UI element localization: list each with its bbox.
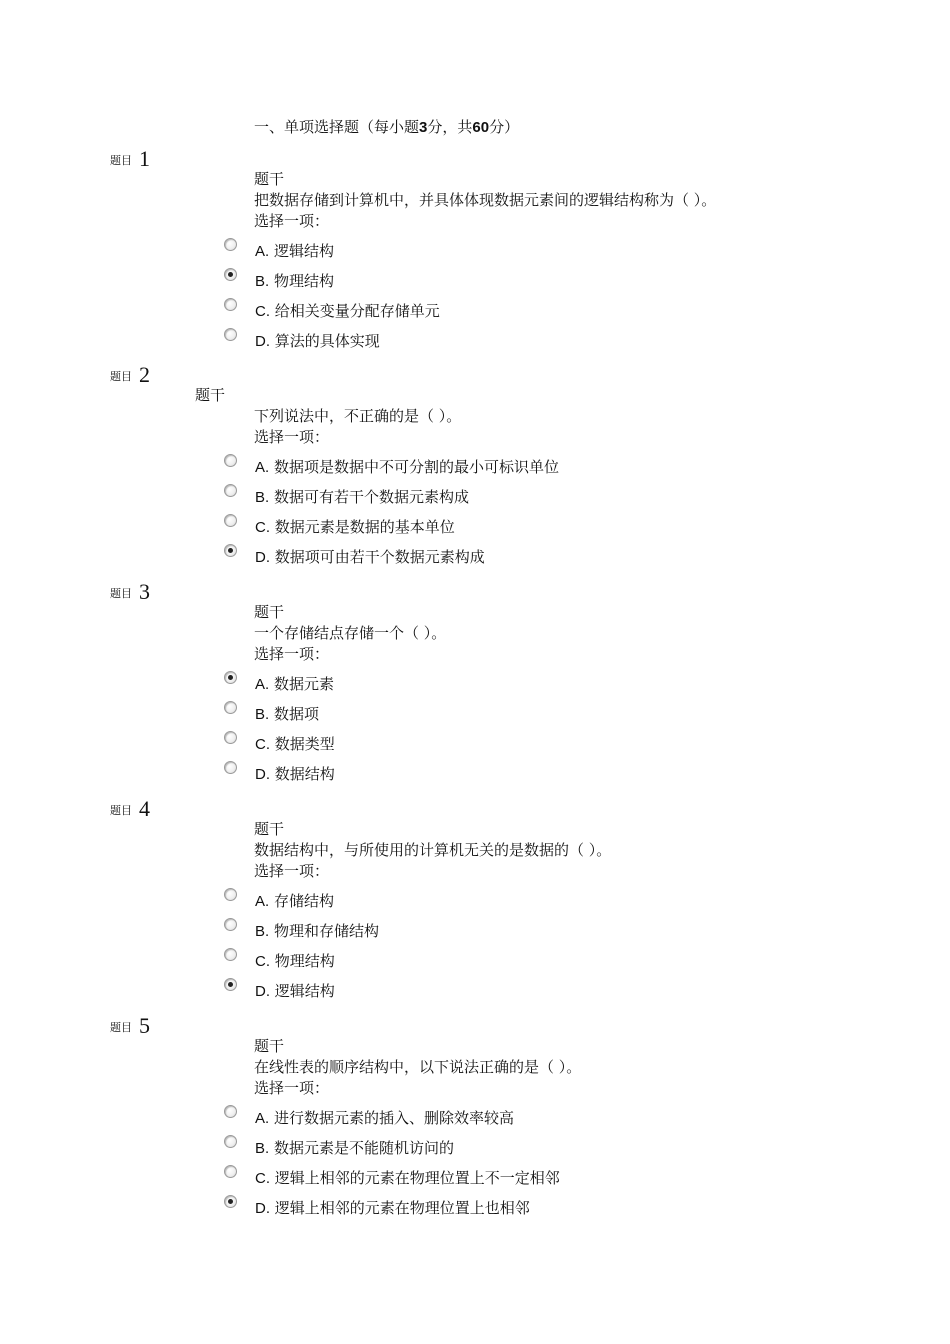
section-title-suffix: 分） xyxy=(489,118,520,136)
option-text xyxy=(255,673,334,694)
option-text xyxy=(255,763,335,784)
option-label: 算法的具体实现 xyxy=(274,332,380,350)
option-letter: C. xyxy=(255,736,270,753)
choose-one-prompt: 选择一项： xyxy=(254,1079,330,1097)
option-a[interactable] xyxy=(224,238,644,264)
radio-button[interactable] xyxy=(224,298,237,311)
option-letter: B. xyxy=(255,923,270,940)
option-text xyxy=(255,733,335,754)
section-title-prefix: 一、单项选择题（每小题 xyxy=(254,118,420,136)
question-stem: 一个存储结点存储一个（ ）。 xyxy=(254,624,447,642)
question-stem: 下列说法中，不正确的是（ ）。 xyxy=(254,407,462,425)
stem-label: 题干 xyxy=(254,1037,285,1055)
question-number: 5 xyxy=(139,1013,150,1038)
option-d[interactable] xyxy=(224,328,644,354)
option-d[interactable] xyxy=(224,544,644,570)
total-score: 60 xyxy=(472,119,490,136)
radio-button[interactable] xyxy=(224,1105,237,1118)
option-label: 物理和存储结构 xyxy=(273,922,379,940)
option-label: 数据元素是不能随机访问的 xyxy=(273,1139,454,1157)
option-letter: D. xyxy=(255,766,270,783)
option-text xyxy=(255,1107,514,1128)
question-number: 1 xyxy=(139,146,150,171)
radio-button[interactable] xyxy=(224,701,237,714)
option-text xyxy=(255,300,440,321)
radio-button[interactable] xyxy=(224,918,237,931)
option-letter: B. xyxy=(255,706,270,723)
option-text xyxy=(255,516,455,537)
radio-button[interactable] xyxy=(224,514,237,527)
option-label: 给相关变量分配存储单元 xyxy=(274,302,440,320)
question-label-text: 题目 xyxy=(110,154,132,167)
option-b[interactable] xyxy=(224,701,644,727)
option-b[interactable] xyxy=(224,484,644,510)
choose-one-prompt: 选择一项： xyxy=(254,645,330,663)
option-label: 进行数据元素的插入、删除效率较高 xyxy=(273,1109,514,1127)
question-label-text: 题目 xyxy=(110,1021,132,1034)
choose-one-prompt: 选择一项： xyxy=(254,428,330,446)
stem-label: 题干 xyxy=(254,170,285,188)
question-label-text: 题目 xyxy=(110,370,132,383)
option-letter: B. xyxy=(255,489,270,506)
option-letter: C. xyxy=(255,1170,270,1187)
option-b[interactable] xyxy=(224,918,644,944)
option-text xyxy=(255,920,379,941)
radio-button[interactable] xyxy=(224,671,237,684)
radio-button[interactable] xyxy=(224,238,237,251)
section-title xyxy=(254,116,519,137)
option-text xyxy=(255,1137,454,1158)
radio-button[interactable] xyxy=(224,454,237,467)
option-label: 数据元素是数据的基本单位 xyxy=(274,518,455,536)
option-text xyxy=(255,980,335,1001)
per-question-score: 3 xyxy=(419,119,428,136)
option-text xyxy=(255,1197,530,1218)
option-text xyxy=(255,703,319,724)
option-label: 数据结构 xyxy=(274,765,335,783)
section-title-middle: 分，共 xyxy=(427,118,473,136)
option-label: 数据项可由若干个数据元素构成 xyxy=(274,548,485,566)
question-stem: 在线性表的顺序结构中，以下说法正确的是（ ）。 xyxy=(254,1058,582,1076)
option-label: 数据可有若干个数据元素构成 xyxy=(273,488,469,506)
option-c[interactable] xyxy=(224,948,644,974)
question-label-text: 题目 xyxy=(110,587,132,600)
option-label: 存储结构 xyxy=(273,892,334,910)
stem-label: 题干 xyxy=(254,820,285,838)
option-letter: D. xyxy=(255,333,270,350)
question-number: 4 xyxy=(139,796,150,821)
option-letter: A. xyxy=(255,676,270,693)
option-c[interactable] xyxy=(224,731,644,757)
radio-button[interactable] xyxy=(224,1195,237,1208)
option-d[interactable] xyxy=(224,1195,644,1221)
option-letter: A. xyxy=(255,459,270,476)
question-stem: 把数据存储到计算机中，并具体体现数据元素间的逻辑结构称为（ ）。 xyxy=(254,191,717,209)
option-label: 数据项是数据中不可分割的最小可标识单位 xyxy=(273,458,559,476)
stem-label: 题干 xyxy=(254,603,285,621)
question-stem: 数据结构中，与所使用的计算机无关的是数据的（ ）。 xyxy=(254,841,612,859)
option-label: 逻辑结构 xyxy=(273,242,334,260)
radio-button[interactable] xyxy=(224,1135,237,1148)
option-letter: C. xyxy=(255,303,270,320)
option-text xyxy=(255,486,469,507)
option-a[interactable] xyxy=(224,671,644,697)
option-label: 逻辑结构 xyxy=(274,982,335,1000)
option-text xyxy=(255,890,334,911)
question-number: 2 xyxy=(139,362,150,387)
option-label: 数据元素 xyxy=(273,675,334,693)
option-text xyxy=(255,270,334,291)
option-text xyxy=(255,546,485,567)
option-letter: A. xyxy=(255,893,270,910)
option-a[interactable] xyxy=(224,888,644,914)
option-a[interactable] xyxy=(224,1105,644,1131)
option-label: 数据项 xyxy=(273,705,319,723)
option-b[interactable] xyxy=(224,1135,644,1161)
option-letter: D. xyxy=(255,549,270,566)
stem-label: 题干 xyxy=(195,386,226,404)
option-d[interactable] xyxy=(224,978,644,1004)
radio-button[interactable] xyxy=(224,268,237,281)
radio-button[interactable] xyxy=(224,544,237,557)
option-letter: D. xyxy=(255,1200,270,1217)
radio-button[interactable] xyxy=(224,1165,237,1178)
option-c[interactable] xyxy=(224,1165,644,1191)
option-text xyxy=(255,1167,560,1188)
choose-one-prompt: 选择一项： xyxy=(254,862,330,880)
option-label: 数据类型 xyxy=(274,735,335,753)
option-c[interactable] xyxy=(224,514,644,540)
option-text xyxy=(255,330,380,351)
option-text xyxy=(255,456,559,477)
radio-button[interactable] xyxy=(224,484,237,497)
option-b[interactable] xyxy=(224,268,644,294)
choose-one-prompt: 选择一项： xyxy=(254,212,330,230)
option-label: 逻辑上相邻的元素在物理位置上也相邻 xyxy=(274,1199,530,1217)
option-text xyxy=(255,950,335,971)
option-letter: C. xyxy=(255,953,270,970)
radio-button[interactable] xyxy=(224,731,237,744)
option-letter: A. xyxy=(255,1110,270,1127)
question-number: 3 xyxy=(139,579,150,604)
radio-button[interactable] xyxy=(224,328,237,341)
option-c[interactable] xyxy=(224,298,644,324)
option-letter: B. xyxy=(255,273,270,290)
radio-button[interactable] xyxy=(224,948,237,961)
option-letter: A. xyxy=(255,243,270,260)
option-a[interactable] xyxy=(224,454,644,480)
option-letter: C. xyxy=(255,519,270,536)
radio-button[interactable] xyxy=(224,978,237,991)
option-letter: D. xyxy=(255,983,270,1000)
question-label-text: 题目 xyxy=(110,804,132,817)
radio-button[interactable] xyxy=(224,888,237,901)
option-text xyxy=(255,240,334,261)
radio-button[interactable] xyxy=(224,761,237,774)
option-label: 物理结构 xyxy=(273,272,334,290)
option-label: 逻辑上相邻的元素在物理位置上不一定相邻 xyxy=(274,1169,560,1187)
option-letter: B. xyxy=(255,1140,270,1157)
option-d[interactable] xyxy=(224,761,644,787)
option-label: 物理结构 xyxy=(274,952,335,970)
